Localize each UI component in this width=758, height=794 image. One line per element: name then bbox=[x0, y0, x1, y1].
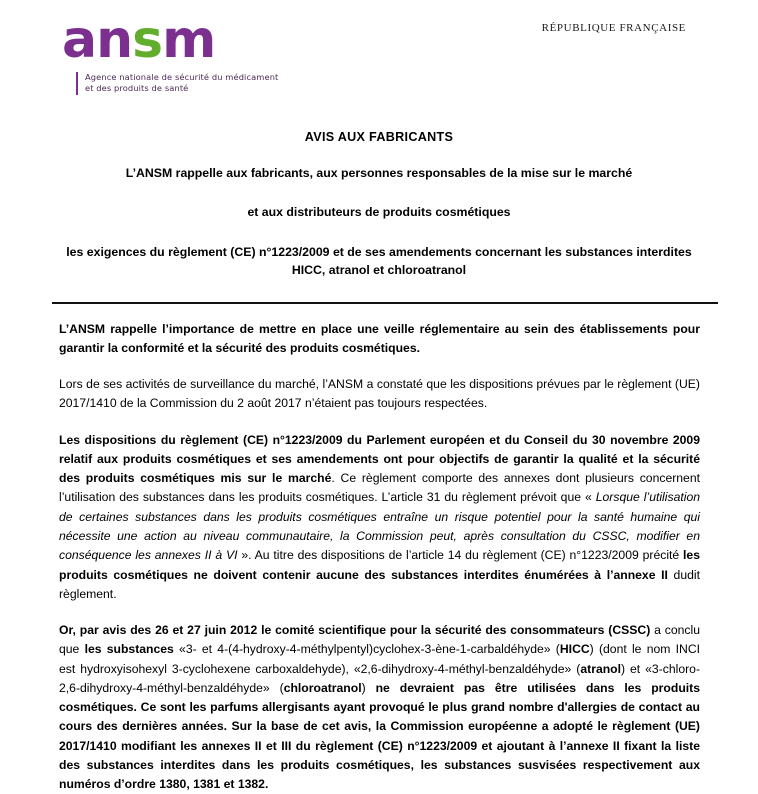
p3-italic-quote: Lorsque l’utilisation de certaines substances dans les produits cosmétiques entraîne un risque potentiel pour la santé humaine qui nécessite une action au niveau communautaire, la Commission peut, après consultation du CSSC, modifier en conséquence les annexes II à VI bbox=[59, 490, 700, 563]
paragraph-2 bbox=[59, 375, 700, 414]
logo-letter-a: a bbox=[62, 10, 97, 70]
p4-bold-atranol: atranol bbox=[580, 661, 621, 676]
document-body bbox=[59, 320, 700, 794]
p3-text-2: ». Au titre des dispositions de l’article 14 du règlement (CE) n°1223/2009 précité bbox=[237, 548, 684, 563]
p4-bold-chloroatranol: chloroatranol bbox=[283, 680, 362, 695]
title-subline-2: et aux distributeurs de produits cosmétiques bbox=[247, 204, 511, 219]
logo-letter-n: n bbox=[96, 10, 133, 70]
ansm-logo bbox=[62, 10, 362, 95]
title-subline-3: les exigences du règlement (CE) n°1223/2009 et de ses amendements concernant les substances interdites HICC, atranol et chloroatranol bbox=[66, 244, 692, 277]
p1-bold-lead: L’ANSM rappelle l’importance de mettre en place une veille réglementaire au sein des établissements pour garantir la conformité et la sécurité des produits cosmétiques. bbox=[59, 321, 700, 355]
p4-bold-1: Or, par avis des 26 et 27 juin 2012 le comité scientifique pour la sécurité des consommateurs (CSSC) bbox=[59, 623, 651, 638]
logo-letter-m: m bbox=[162, 10, 216, 70]
ansm-tagline bbox=[76, 72, 325, 95]
p3-text-1: . Ce règlement comporte des annexes dont plusieurs concernent l’utilisation des substances dans les produits cosmétiques. L’article 31 du règlement prévoit que « bbox=[59, 471, 700, 505]
p3-bold-2: les produits cosmétiques ne doivent contenir aucune des substances interdites énumérées à l’annexe II bbox=[59, 548, 700, 582]
p4-text-3: ) (dont le nom INCI est hydroxyisohexyl 3-cyclohexene carboxaldehyde), «2,6-dihydroxy-4-méthyl-benzaldéhyde» ( bbox=[59, 642, 701, 676]
p3-text-3: dudit règlement. bbox=[59, 567, 700, 601]
p4-text-5: ) bbox=[361, 680, 376, 695]
paragraph-3 bbox=[59, 431, 700, 604]
header-divider bbox=[52, 302, 718, 304]
ansm-tagline-line-1: Agence nationale de sécurité du médicament bbox=[85, 72, 279, 82]
republique-francaise-label: RÉPUBLIQUE FRANÇAISE bbox=[541, 22, 686, 34]
p4-bold-2: les substances bbox=[84, 642, 174, 657]
p4-text-1: a conclu que bbox=[59, 623, 700, 657]
p4-text-2: «3- et 4-(4-hydroxy-4-méthylpentyl)cyclohex-3-ène-1-carbaldéhyde» ( bbox=[173, 642, 560, 657]
ansm-tagline-line-2: et des produits de santé bbox=[85, 83, 189, 94]
p4-text-4: ) et «3-chloro-2,6-dihydroxy-4-méthyl-benzaldéhyde» ( bbox=[59, 661, 701, 695]
page-title: AVIS AUX FABRICANTS bbox=[304, 130, 454, 144]
p4-bold-tail: ne devraient pas être utilisées dans les produits cosmétiques. Ce sont les parfums allergisants ayant provoqué le plus grand nombre d'allergies de contact au cours des dernières années. Sur la base de cet avis, la Commission européenne a adopté le règlement (UE) 2017/1410 modifiant les annexes II et III du règlement (CE) n°1223/2009 et ajoutant à l’annexe II fixant la liste des substances interdites dans les produits cosmétiques, les substances susvisées respectivement aux numéros d’ordre 1380, 1381 et 1382. bbox=[59, 680, 700, 792]
p3-bold-1: Les dispositions du règlement (CE) n°1223/2009 du Parlement européen et du Conseil du 30 novembre 2009 relatif aux produits cosmétiques et ses amendements ont pour objectifs de garantir la qualité et la sécurité des produits cosmétiques mis sur le marché bbox=[59, 432, 700, 486]
ansm-wordmark bbox=[62, 10, 362, 70]
logo-letter-s: s bbox=[132, 10, 163, 70]
page-header bbox=[0, 0, 758, 108]
p4-bold-hicc: HICC bbox=[559, 642, 590, 657]
paragraph-4 bbox=[59, 621, 700, 794]
p2-text: Lors de ses activités de surveillance du marché, l’ANSM a constaté que les dispositions prévues par le règlement (UE) 2017/1410 de la Commission du 2 août 2017 n’étaient pas toujours respectées. bbox=[59, 377, 700, 411]
title-subline-1: L’ANSM rappelle aux fabricants, aux personnes responsables de la mise sur le marché bbox=[125, 166, 633, 180]
document-title-block bbox=[58, 130, 700, 280]
paragraph-1 bbox=[59, 320, 700, 359]
